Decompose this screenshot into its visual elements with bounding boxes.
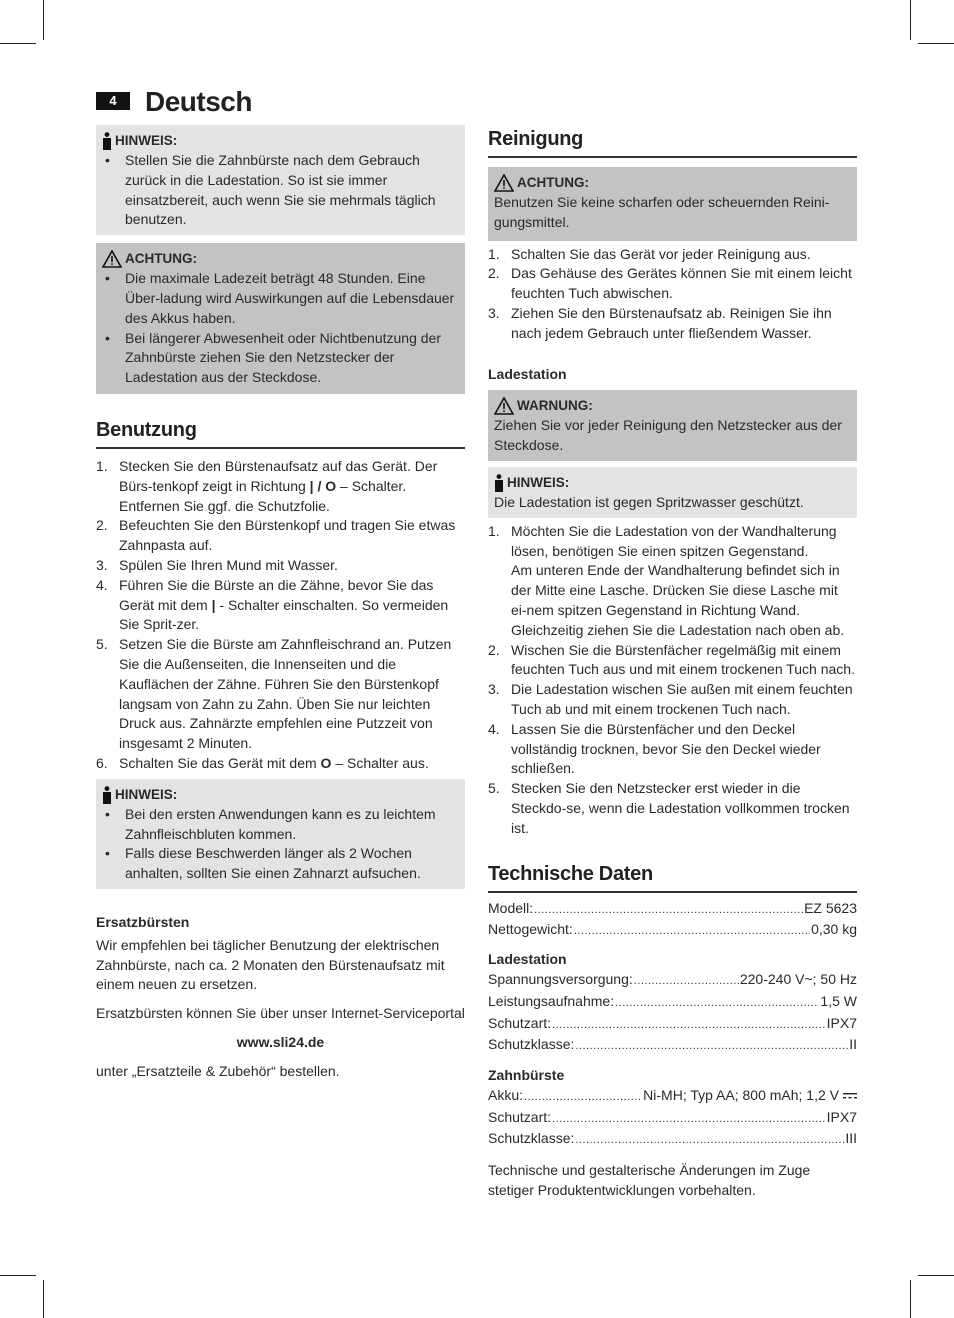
achtung-list	[102, 269, 459, 388]
step-text: Die Ladestation wischen Sie außen mit einem feuchten Tuch ab und mit einem trockenen Tuch nach.	[511, 681, 853, 717]
spec-label: Spannungsversorgung:	[488, 970, 633, 987]
spec-row	[488, 920, 857, 942]
spec-label: Modell:	[488, 899, 534, 916]
switch-symbol: |	[211, 596, 216, 613]
warnung-text: Ziehen Sie vor jeder Reinigung den Netzstecker aus der Steckdose.	[494, 417, 842, 454]
hinweis-heading	[102, 131, 459, 151]
step-text: Schalten Sie das Gerät mit dem	[119, 754, 321, 771]
step-text: Am unteren Ende der Wandhalterung befindet sich in der Mitte eine Lasche. Drücken Sie diese Lasche mit ei-nem spitzen Gegenstand in Richtung Wand. Gleichzeitig ziehen Sie die Ladestation nach oben ab.	[511, 562, 845, 638]
switch-symbol: O	[320, 754, 332, 771]
crop-mark	[0, 43, 36, 44]
step-number: 4.	[96, 576, 108, 593]
step-number: 1.	[96, 457, 108, 474]
crop-mark	[0, 1275, 36, 1276]
spec-value: IPX7	[826, 1014, 857, 1031]
spec-row	[488, 1129, 857, 1151]
crop-mark	[918, 1275, 954, 1276]
paragraph: Ersatzbürsten können Sie über unser Internet-Serviceportal	[96, 1005, 465, 1022]
spec-value: EZ 5623	[804, 899, 857, 916]
info-icon	[102, 132, 112, 150]
spec-label: Nettogewicht:	[488, 921, 573, 938]
technical-note: Technische und gestalterische Änderungen im Zuge stetiger Produktentwicklungen vorbehalten.	[488, 1162, 811, 1199]
hinweis-text: Die Ladestation ist gegen Spritzwasser geschützt.	[494, 493, 804, 510]
step-text: Spülen Sie Ihren Mund mit Wasser.	[119, 556, 338, 573]
step-text: Stecken Sie den Netzstecker erst wieder in die Steckdo-se, wenn die Ladestation vollkommen trocken ist.	[511, 780, 850, 836]
step-number: 5.	[488, 780, 500, 797]
info-icon	[102, 786, 112, 804]
spec-value: Ni-MH; Typ AA; 800 mAh; 1,2 V	[643, 1086, 839, 1103]
list-item	[488, 522, 857, 641]
step-text: – Schalter. Entfernen Sie ggf. die Schutzfolie.	[119, 477, 407, 514]
spec-value: II	[849, 1036, 857, 1053]
list-item	[96, 754, 465, 774]
list-item	[96, 457, 465, 516]
spec-label: Schutzklasse:	[488, 1036, 575, 1053]
step-number: 2.	[488, 641, 500, 658]
right-column	[488, 125, 857, 1201]
switch-symbol: | / O	[309, 477, 337, 494]
warnung-heading	[494, 396, 851, 416]
list-item	[488, 680, 857, 720]
benutzung-steps	[96, 457, 465, 774]
step-text: Schalten Sie das Gerät vor jeder Reinigung aus.	[511, 245, 811, 262]
step-number: 1.	[488, 245, 500, 262]
direct-current-icon	[843, 1086, 857, 1106]
warning-triangle-icon	[494, 397, 514, 415]
step-number: 3.	[96, 556, 108, 573]
crop-mark	[43, 1280, 44, 1318]
warning-triangle-icon	[102, 250, 122, 268]
spec-label: Akku:	[488, 1086, 524, 1103]
step-number: 2.	[488, 265, 500, 282]
spec-label: Schutzart:	[488, 1108, 552, 1125]
warnung-box	[488, 390, 857, 461]
warnung-label: WARNUNG:	[517, 398, 593, 414]
paragraph: Wir empfehlen bei täglicher Benutzung der elektrischen Zahnbürste, nach ca. 2 Monaten den Bürstenaufsatz mit einem neuen zu ersetzen.	[96, 936, 445, 993]
spec-value: 0,30 kg	[811, 921, 857, 938]
step-number: 6.	[96, 754, 108, 771]
list-item: • Stellen Sie die Zahnbürste nach dem Gebrauch zurück in die Ladestation. So ist sie immer einsatzbereit, auch wenn Sie sie mehrmals täglich benutzen.	[102, 151, 459, 230]
spec-value: III	[845, 1130, 857, 1147]
spec-subtitle-ladestation: Ladestation	[488, 951, 567, 968]
section-title-ladestation: Ladestation	[488, 365, 567, 382]
step-text: Ziehen Sie den Bürstenaufsatz ab. Reinigen Sie ihn nach jedem Gebrauch unter fließendem Wasser.	[511, 304, 832, 341]
step-text: Möchten Sie die Ladestation von der Wandhalterung lösen, benötigen Sie einen spitzen Gegenstand.	[511, 522, 837, 559]
step-number: 4.	[488, 720, 500, 737]
list-item	[488, 720, 857, 779]
spec-row	[488, 899, 857, 921]
list-item: • Bei längerer Abwesenheit oder Nichtbenutzung der Zahnbürste ziehen Sie den Netzstecker der Ladestation aus der Steckdose.	[102, 329, 459, 388]
left-column	[96, 125, 465, 1081]
step-text: Setzen Sie die Bürste am Zahnfleischrand an. Putzen Sie die Außenseiten, die Innenseiten und die Kauflächen der Zähne. Führen Sie den Bürstenkopf langsam von Zahn zu Zahn. Üben Sie nur leichten Druck aus. Zahnärzte empfehlen eine Putzzeit von insgesamt 2 Minuten.	[119, 636, 452, 752]
list-item	[488, 779, 857, 838]
spec-row	[488, 1086, 857, 1108]
step-text: Wischen Sie die Bürstenfächer regelmäßig mit einem feuchten Tuch aus und mit einem trockenen Tuch nach.	[511, 641, 855, 678]
section-title-technische-daten: Technische Daten	[488, 860, 857, 893]
spec-list-general	[488, 899, 857, 943]
spec-row	[488, 1035, 857, 1057]
list-item	[488, 304, 857, 344]
page-title: Deutsch	[145, 86, 252, 117]
spec-value: 1,5 W	[820, 992, 857, 1009]
crop-mark	[918, 43, 954, 44]
service-url-link[interactable]: www.sli24.de	[236, 1033, 325, 1050]
hinweis-list	[102, 151, 459, 230]
step-text: – Schalter aus.	[331, 754, 429, 771]
section-title-ersatzbuersten: Ersatzbürsten	[96, 913, 190, 930]
crop-mark	[910, 1280, 911, 1318]
section-title-benutzung: Benutzung	[96, 416, 465, 449]
list-item: • Falls diese Beschwerden länger als 2 Wochen anhalten, sollten Sie einen Zahnarzt aufsuchen.	[102, 844, 459, 884]
step-text: Stecken Sie den Bürstenaufsatz auf das Gerät. Der Bürs-tenkopf zeigt in Richtung	[119, 457, 438, 494]
crop-mark	[43, 0, 44, 40]
step-number: 3.	[488, 681, 500, 698]
list-item: • Bei den ersten Anwendungen kann es zu leichtem Zahnfleischbluten kommen.	[102, 805, 459, 845]
spec-list-zahnbuerste	[488, 1086, 857, 1151]
warning-triangle-icon	[494, 174, 514, 192]
step-text: Lassen Sie die Bürstenfächer und den Deckel vollständig trocknen, bevor Sie den Deckel wieder schließen.	[511, 720, 821, 777]
hinweis-label: HINWEIS:	[115, 786, 178, 802]
spec-label: Schutzart:	[488, 1014, 552, 1031]
crop-mark	[910, 0, 911, 40]
hinweis-box	[488, 467, 857, 518]
page-number: 4	[96, 92, 130, 110]
achtung-text: Benutzen Sie keine scharfen oder scheuernden Reini-gungsmittel.	[494, 194, 830, 230]
step-text: Befeuchten Sie den Bürstenkopf und tragen Sie etwas Zahnpasta auf.	[119, 517, 456, 554]
spec-label: Schutzklasse:	[488, 1130, 575, 1147]
list-item: • Die maximale Ladezeit beträgt 48 Stunden. Eine Über-ladung wird Auswirkungen auf die Lebensdauer des Akkus haben.	[102, 269, 459, 328]
step-number: 2.	[96, 517, 108, 534]
step-number: 1.	[488, 522, 500, 539]
achtung-label: ACHTUNG:	[125, 251, 197, 267]
achtung-heading	[494, 173, 851, 193]
spec-subtitle-zahnbuerste: Zahnbürste	[488, 1067, 565, 1084]
hinweis-heading	[494, 473, 851, 493]
achtung-heading	[102, 249, 459, 269]
step-number: 5.	[96, 636, 108, 653]
section-title-reinigung: Reinigung	[488, 125, 857, 158]
list-item	[96, 635, 465, 754]
spec-row	[488, 992, 857, 1014]
hinweis-heading	[102, 785, 459, 805]
info-icon	[494, 474, 504, 492]
achtung-box	[488, 167, 857, 241]
step-text: - Schalter einschalten. So vermeiden Sie Sprit-zer.	[119, 596, 449, 633]
spec-row	[488, 970, 857, 992]
spec-label: Leistungsaufnahme:	[488, 992, 615, 1009]
hinweis-list	[102, 805, 459, 884]
spec-list-ladestation	[488, 970, 857, 1057]
hinweis-label: HINWEIS:	[115, 133, 178, 149]
achtung-box	[96, 243, 465, 394]
list-item	[488, 641, 857, 681]
list-item	[96, 576, 465, 635]
achtung-label: ACHTUNG:	[517, 175, 589, 191]
reinigung-steps	[488, 245, 857, 344]
spec-value: 220-240 V~; 50 Hz	[739, 970, 857, 987]
step-text: Das Gehäuse des Gerätes können Sie mit einem leicht feuchten Tuch abwischen.	[511, 265, 852, 302]
step-text: Führen Sie die Bürste an die Zähne, bevor Sie das Gerät mit dem	[119, 576, 434, 613]
hinweis-box	[96, 125, 465, 235]
list-item	[96, 516, 465, 556]
hinweis-label: HINWEIS:	[507, 475, 570, 491]
list-item	[488, 245, 857, 265]
list-item	[488, 264, 857, 304]
spec-row	[488, 1014, 857, 1036]
spec-row	[488, 1108, 857, 1130]
spec-value: IPX7	[826, 1108, 857, 1125]
paragraph: unter „Ersatzteile & Zubehör“ bestellen.	[96, 1062, 340, 1079]
list-item	[96, 556, 465, 576]
step-number: 3.	[488, 304, 500, 321]
hinweis-box	[96, 779, 465, 889]
ladestation-steps	[488, 522, 857, 839]
